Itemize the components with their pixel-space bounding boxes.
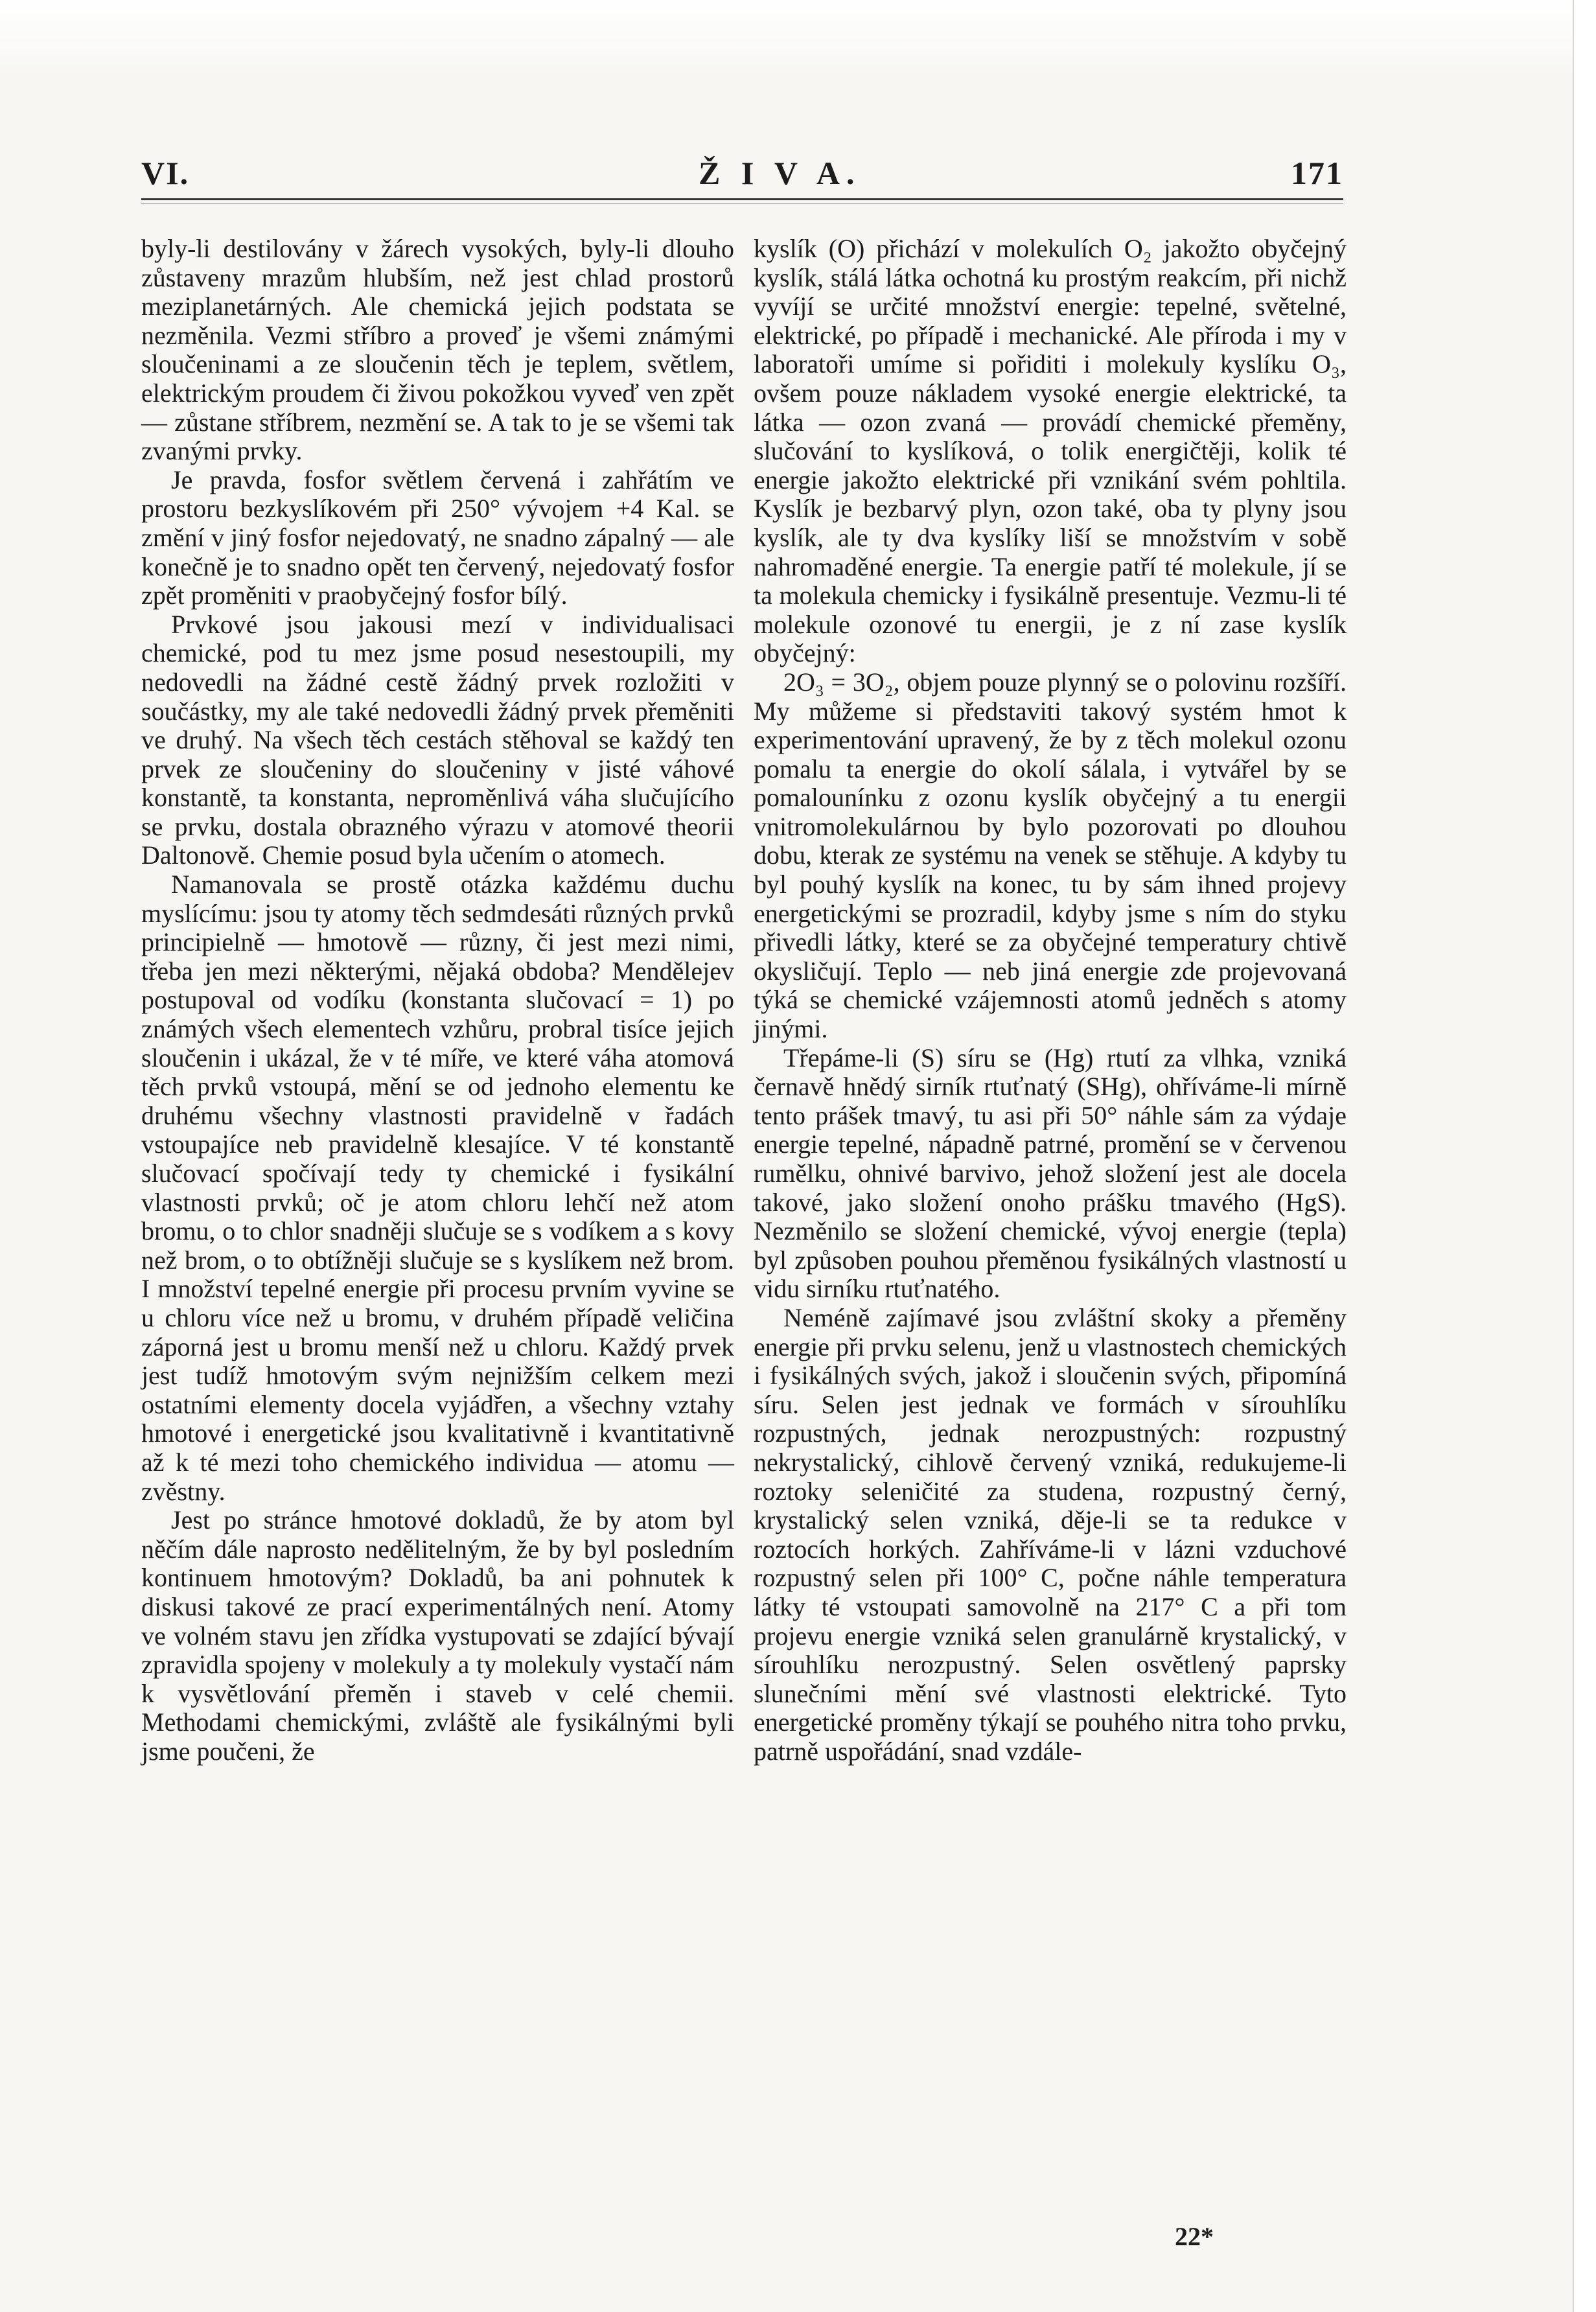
right-column: [754, 235, 1347, 1766]
paragraph: Jest po stránce hmotové dokladů, že by atom byl něčím dále naprosto nedělitelným, že by byl posledním kontinuem hmotovým? Dokladů, ba ani pohnutek k diskusi takové ze prací experimentálných není. Atomy ve volném stavu jen zřídka vystupovati se zdající bývají zpravidla spojeny v molekuly a ty molekuly vystačí nám k vysvětlování přeměn i staveb v celé chemii. Methodami chemickými, zvláště ale fysikálnými byli jsme poučeni, že: [141, 1505, 734, 1766]
section-number: VI.: [141, 155, 190, 191]
paragraph: Je pravda, fosfor světlem červená i zahřátím ve prostoru bezkyslíkovém při 250° vývojem +4 Kal. se změní v jiný fosfor nejedovatý, ne snadno zápalný — ale konečně je to snadno opět ten červený, nejedovatý fosfor zpět proměniti v praobyčejný fosfor bílý.: [141, 465, 734, 610]
page-right-edge: [1573, 0, 1596, 2312]
header-rule: [141, 198, 1343, 203]
page-top-margin: [0, 0, 1596, 78]
paragraph: Neméně zajímavé jsou zvláštní skoky a přeměny energie při prvku selenu, jenž u vlastnostech chemických i fysikálných svých, jakož i sloučenin svých, připomíná síru. Selen jest jednak ve formách v sírouhlíku rozpustných, jednak nerozpustných: rozpustný nekrystalický, cihlově červený vzniká, redukujeme-li roztoky seleničité za studena, rozpustný černý, krystalický selen vzniká, děje-li se ta redukce v roztocích horkých. Zahříváme-li v lázni vzduchové rozpustný selen při 100° C, počne náhle temperatura látky té vstoupati samovolně na 217° C a při tom projevu energie vzniká selen granulárně krystalický, v sírouhlíku nerozpustný. Selen osvětlený paprsky slunečními mění své vlastnosti elektrické. Tyto energetické proměny týkají se pouhého nitra toho prvku, patrně uspořádání, snad vzdále-: [754, 1302, 1347, 1766]
paragraph: Prvkové jsou jakousi mezí v individualisaci chemické, pod tu mez jsme posud nesestoupili, my nedovedli na žádné cestě žádný prvek rozložiti v součástky, my ale také nedovedli žádný prvek přeměniti ve druhý. Na všech těch cestách stěhoval se každý ten prvek ze sloučeniny do sloučeniny v jisté váhové konstantě, ta konstanta, neproměnlivá váha slučujícího se prvku, dostala obrazného výrazu v atomové theorii Daltonově. Chemie posud byla učením o atomech.: [141, 609, 734, 870]
paragraph: 2O₃ = 3O₂, objem pouze plynný se o polovinu rozšíří. My můžeme si představiti takový systém hmot k experimentování upravený, že by z těch molekul ozonu pomalu ta energie do okolí sálala, i vytvářel by se pomalounínku z ozonu kyslík obyčejný a tu energii vnitromolekulárnou by bylo pozorovati po dlouhou dobu, kterak ze systému na venek se stěhuje. A kdyby tu byl pouhý kyslík na konec, tu by sám ihned projevy energetickými se prozradil, kdyby jsme s ním do styku přivedli látky, které se za obyčejné temperatury chtivě okysličují. Teplo — neb jiná energie zde projevovaná týká se chemické vzájemnosti atomů jedněch s atomy jinými.: [754, 667, 1347, 1044]
signature-mark: 22*: [1175, 2222, 1214, 2251]
page-number: 171: [1291, 155, 1343, 191]
paragraph: Namanovala se prostě otázka každému duchu myslícímu: jsou ty atomy těch sedmdesáti různých prvků principielně — hmotově — různy, či jest mezi nimi, třeba jen mezi některými, nějaká obdoba? Mendělejev postupoval od vodíku (konstanta slučovací = 1) po známých všech elementech vzhůru, probral tisíce jejich sloučenin i ukázal, že v té míře, ve které váha atomová těch prvků vstoupá, mění se od jednoho elementu ke druhému všechny vlastnosti pravidelně v řadách vstoupajíce neb pravidelně klesajíce. V té konstantě slučovací spočívají tedy ty chemické i fysikální vlastnosti prvků; oč je atom chloru lehčí než atom bromu, o to chlor snadněji slučuje se s vodíkem a s kovy než brom, o to obtížněji slučuje se s kyslíkem než brom. I množství tepelné energie při procesu prvním vyvine se u chloru více než u bromu, v druhém případě veličina záporná jest u bromu menší než u chloru. Každý prvek jest tudíž hmotovým svým nejnižším celkem mezi ostatními elementy docela vyjádřen, a všechny vztahy hmotové i energetické jsou kvalitativně i kvantitativně až k té mezi toho chemického individua — atomu — zvěstny.: [141, 870, 734, 1506]
paragraph: Třepáme-li (S) síru se (Hg) rtutí za vlhka, vzniká černavě hnědý sirník rtuťnatý (SHg), ohříváme-li mírně tento prášek tmavý, tu asi při 50° náhle sám za výdaje energie tepelné, nápadně patrné, promění se v červenou rumělku, ohnivé barvivo, jehož složení jest ale docela takové, jako složení onoho prášku tmavého (HgS). Nezměnilo se složení chemické, vývoj energie (tepla) byl způsoben pouhou přeměnou fysikálných vlastností u vidu sirníku rtuťnatého.: [754, 1043, 1347, 1304]
paragraph: kyslík (O) přichází v molekulích O₂ jakožto obyčejný kyslík, stálá látka ochotná ku prostým reakcím, při nichž vyvíjí se určité množství energie: tepelné, světelné, elektrické, po případě i mechanické. Ale příroda i my v laboratoři umíme si pořiditi i molekuly kyslíku O₃, ovšem pouze nákladem vysoké energie elektrické, ta látka — ozon zvaná — provádí chemické přeměny, slučování to kyslíková, o tolik energičtěji, kolik té energie jakožto elektrické při vznikání svém pohltila. Kyslík je bezbarvý plyn, ozon také, oba ty plyny jsou kyslík, ale ty dva kyslíky liší se množstvím v sobě nahromaděné energie. Ta energie patří té molekule, jí se ta molekula chemicky i fysikálně presentuje. Vezmu-li té molekule ozonové tu energii, je z ní zase kyslík obyčejný:: [754, 234, 1347, 668]
left-column: [141, 235, 734, 1766]
paragraph: byly-li destilovány v žárech vysokých, byly-li dlouho zůstaveny mrazům hlubším, než jest chlad prostorů meziplanetárných. Ale chemická jejich podstata se nezměnila. Vezmi stříbro a proveď je všemi známými sloučeninami a ze sloučenin těch je teplem, světlem, elektrickým proudem či živou pokožkou vyveď ven zpět — zůstane stříbrem, nezmění se. A tak to je se všemi tak zvanými prvky.: [141, 234, 734, 466]
journal-title: Ž I V A.: [699, 155, 861, 191]
